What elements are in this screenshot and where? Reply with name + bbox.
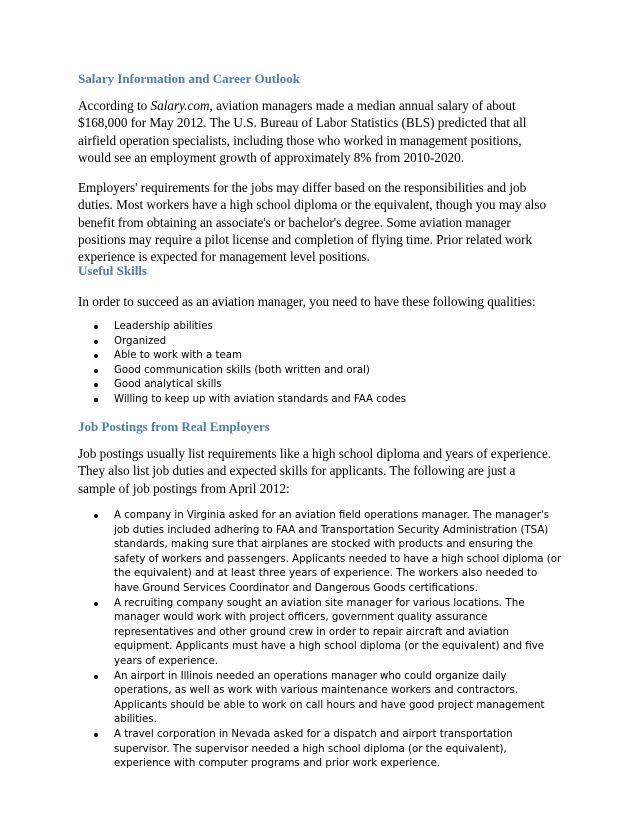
skills-heading: Useful Skills xyxy=(78,263,147,278)
requirements-paragraph: Employers' requirements for the jobs may differ based on the responsibilities and job duties. Most workers have a high school diploma or the equivalent, though you may also benefit from obtaining an associate's or bachelor's degree. Some aviation manager positions may require a pilot license and completion of flying time. Prior related work experience is expected for management level positions. xyxy=(78,180,547,265)
job-posting-item: An airport in Illinois needed an operations manager who could organize daily operations, as well as work with various maintenance workers and contractors. Applicants should be able to work on call hours and have good project management abilities. xyxy=(78,670,562,728)
salary-text-pre: According to xyxy=(78,98,151,113)
skill-item: Leadership abilities xyxy=(78,320,406,335)
skill-item: Able to work with a team xyxy=(78,349,406,364)
salary-text-post: aviation managers made a median annual salary of about $168,000 for May 2012. The U.S. Bureau of Labor Statistics (BLS) predicted that all airfield operation specialists, including those who worked in management positions, would see an employment growth of approximately 8% from 2010-2020. xyxy=(78,98,527,165)
salary-heading: Salary Information and Career Outlook xyxy=(78,71,300,86)
salary-source: Salary.com, xyxy=(150,98,213,113)
job-posting-item: A recruiting company sought an aviation site manager for various locations. The manager would work with project officers, government quality assurance representatives and other ground crew in order to repair aircraft and aviation equipment. Applicants must have a high school diploma (or the equivalent) and five years of experience. xyxy=(78,597,562,670)
salary-paragraph xyxy=(78,97,556,166)
jobs-intro: Job postings usually list requirements like a high school diploma and years of experience. They also list job duties and expected skills for applicants. The following are just a sample of job postings from April 2012: xyxy=(78,446,552,496)
skill-item: Good analytical skills xyxy=(78,378,406,393)
jobs-heading: Job Postings from Real Employers xyxy=(78,419,270,434)
job-posting-item: A company in Virginia asked for an aviation field operations manager. The manager's job duties included adhering to FAA and Transportation Security Administration (TSA) standards, making sure that airplanes are stocked with products and ensuring the safety of workers and passengers. Applicants needed to have a high school diploma (or the equivalent) and at least three years of experience. The workers also needed to have Ground Services Coordinator and Dangerous Goods certifications. xyxy=(78,509,562,597)
skill-item: Organized xyxy=(78,335,406,350)
jobs-list xyxy=(78,509,562,772)
skills-intro: In order to succeed as an aviation manager, you need to have these following qualities: xyxy=(78,294,536,309)
job-posting-item: A travel corporation in Nevada asked for a dispatch and airport transportation supervisor. The supervisor needed a high school diploma (or the equivalent), experience with computer programs and prior work experience. xyxy=(78,728,562,772)
skill-item: Good communication skills (both written and oral) xyxy=(78,364,406,379)
skills-list xyxy=(78,320,406,408)
skill-item: Willing to keep up with aviation standards and FAA codes xyxy=(78,393,406,408)
